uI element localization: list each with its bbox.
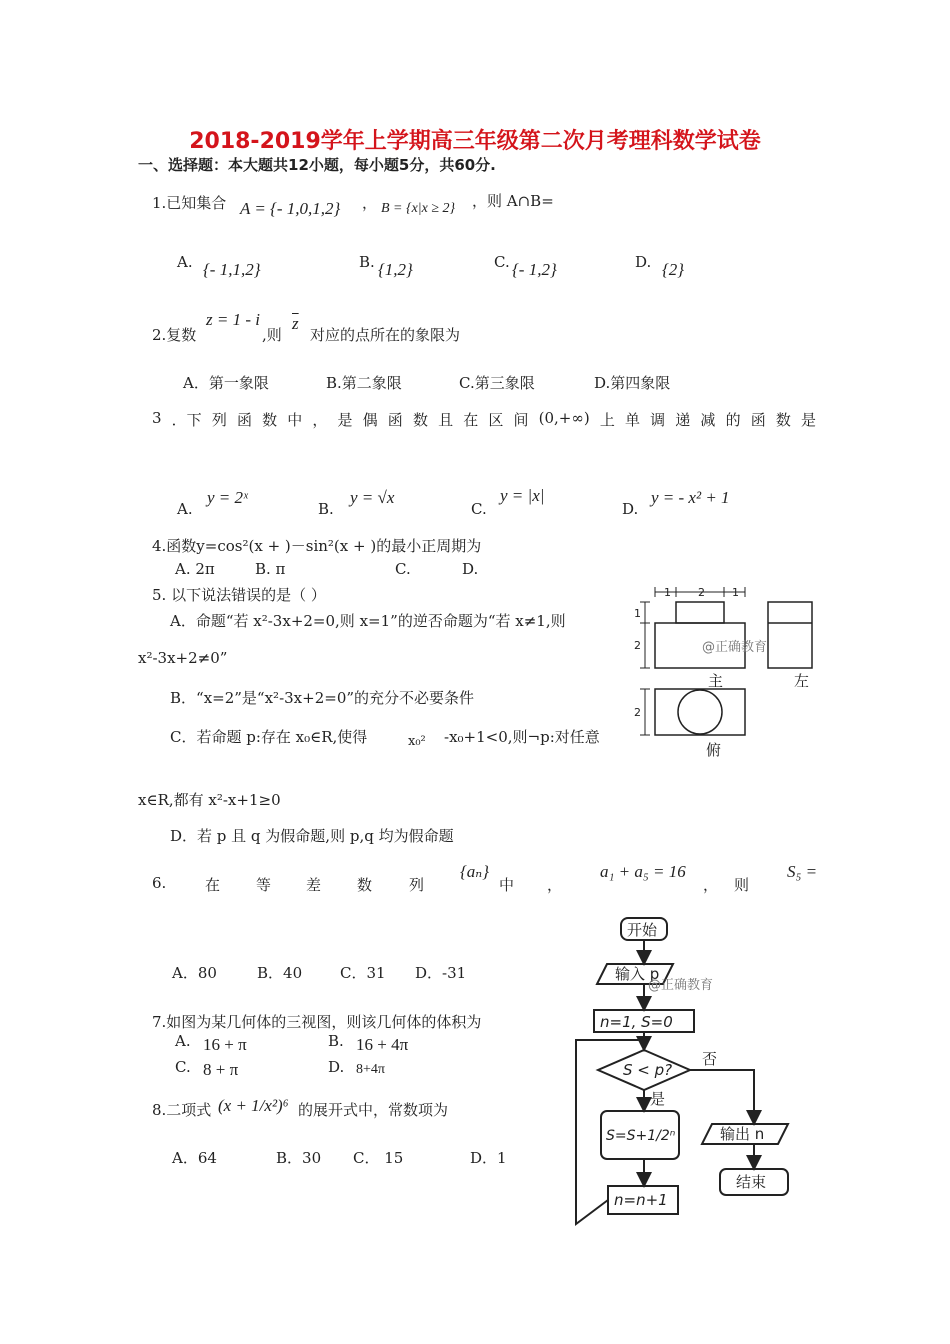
q6-part: 数 (357, 876, 373, 894)
q5-option-a-line2: x²-3x+2≠0” (138, 649, 228, 667)
q6-part: 差 (306, 876, 322, 894)
q8-option-b: B．30 (276, 1149, 322, 1167)
q7-option-c-value: 8 + π (203, 1060, 239, 1079)
q1-option-c-value: {- 1,2} (512, 260, 557, 279)
q5-option-c-line2: x∈R,都有 x²-x+1≥0 (138, 791, 281, 809)
dim-label: 1 (634, 607, 641, 620)
q8-option-d: D．1 (470, 1149, 507, 1167)
q5-option-c-line1b: -x₀+1<0,则¬p:对任意 (444, 728, 600, 746)
q2-option-b: B.第二象限 (326, 374, 402, 392)
q1-tail: ，则 A∩B= (472, 192, 554, 210)
q4-option-d: D. (462, 560, 479, 578)
q6-option-c: C．31 (340, 964, 386, 982)
q3-option-d-label: D. (622, 500, 639, 518)
q7-stem: 7.如图为某几何体的三视图，则该几何体的体积为 (152, 1013, 482, 1031)
dim-label: 2 (698, 586, 705, 599)
front-view-label: 主 (708, 672, 724, 690)
q1-option-b-value: {1,2} (378, 260, 413, 279)
q6-part: 6. (152, 874, 167, 892)
q3-option-c-label: C. (471, 500, 487, 518)
q4-option-a: A. 2π (175, 560, 215, 578)
dim-label: 2 (634, 706, 641, 719)
top-view-label: 俯 (706, 741, 722, 759)
dim-label: 1 (664, 586, 671, 599)
q6-part: 中 (499, 876, 515, 894)
q6-part: 列 (409, 876, 425, 894)
q1-stem: 1.已知集合 (152, 194, 227, 212)
q4-stem: 4.函数y=cos²(x + )－sin²(x + )的最小正周期为 (152, 537, 482, 555)
q3-stem: 3 ．下 列 函 数 中 ， 是 偶 函 数 且 在 区 间 (0,+∞) 上 单 调 递 减 的 函 数 是 (152, 409, 816, 429)
q1-option-a-value: {- 1,1,2} (203, 260, 261, 279)
q5-option-d: D．若 p 且 q 为假命题,则 p,q 均为假命题 (170, 827, 454, 845)
flow-update-s: S=S+1/2ⁿ (606, 1128, 676, 1144)
q8-option-c: C． 15 (353, 1149, 404, 1167)
q1-option-c-label: C. (494, 253, 510, 271)
flow-input: 输入 p (615, 965, 660, 983)
q1-option-a-label: A. (177, 253, 193, 271)
q6-part: 则 (734, 876, 750, 894)
q7-option-c-label: C. (175, 1058, 191, 1076)
q5-stem: 5. 以下说法错误的是（ ） (152, 586, 326, 604)
q6-part: 等 (256, 876, 272, 894)
q2-option-d: D.第四象限 (594, 374, 671, 392)
flow-no: 否 (702, 1050, 718, 1068)
q3-option-b-label: B. (318, 500, 334, 518)
q5-option-a-line1: A．命题“若 x²-3x+2=0,则 x=1”的逆否命题为“若 x≠1,则 (170, 612, 566, 630)
q2-option-a: A．第一象限 (183, 374, 269, 392)
q6-cond: a₁ + a₅ = 16 (600, 862, 686, 881)
q7-option-b-label: B. (328, 1032, 344, 1050)
three-view-figure (628, 583, 823, 763)
q6-part: 在 (205, 876, 221, 894)
q6-part: ， (703, 876, 719, 894)
q6-option-a: A．80 (172, 964, 217, 982)
flow-output: 输出 n (720, 1125, 765, 1143)
q6-seq: {aₙ} (460, 862, 489, 881)
flow-cond: S < p? (623, 1061, 673, 1079)
q1-option-d-label: D. (635, 253, 652, 271)
q3-option-a-label: A. (177, 500, 193, 518)
q6-s5: S₅ = (787, 862, 818, 881)
q6-option-b: B．40 (257, 964, 303, 982)
q6-option-d: D．-31 (415, 964, 467, 982)
flowchart-figure (570, 912, 820, 1232)
q5-option-c-line1: C．若命题 p:存在 x₀∈R,使得 (170, 728, 368, 746)
q5-option-b: B．“x=2”是“x²-3x+2=0”的充分不必要条件 (170, 689, 475, 707)
q4-option-b: B. π (255, 560, 286, 578)
q1-option-b-label: B. (359, 253, 375, 271)
flow-init: n=1, S=0 (600, 1013, 673, 1031)
dim-label: 1 (732, 586, 739, 599)
q7-option-a-label: A. (175, 1032, 191, 1050)
flow-start: 开始 (627, 921, 658, 939)
q4-option-c: C. (395, 560, 411, 578)
q3-option-c-value: y = |x| (500, 486, 545, 505)
q6-part: ， (547, 876, 563, 894)
q2-zbar: $\overline{z}$ (292, 314, 299, 333)
flow-yes: 是 (650, 1090, 666, 1108)
q3-option-d-value: y = - x² + 1 (651, 488, 730, 507)
side-view-label: 左 (794, 672, 810, 690)
q7-option-a-value: 16 + π (203, 1035, 247, 1054)
q8-stem: 8.二项式 (152, 1101, 212, 1119)
flow-update-n: n=n+1 (614, 1191, 668, 1209)
q2-expr: z = 1 - i (206, 310, 260, 329)
flow-end: 结束 (736, 1173, 767, 1191)
q7-option-d-value: 8+4π (356, 1062, 385, 1077)
q2-stem: 2.复数 (152, 326, 197, 344)
q3-option-b-value: y = √x (350, 488, 395, 507)
q7-option-d-label: D. (328, 1058, 345, 1076)
watermark-text: @正确教育 (702, 640, 768, 655)
q5-option-c-x0sq: x₀² (408, 734, 426, 749)
watermark-text: @正确教育 (648, 978, 714, 993)
q3-option-a-value: y = 2ˣ (207, 488, 248, 507)
q1-option-d-value: {2} (662, 260, 685, 279)
q8-tail: 的展开式中，常数项为 (298, 1101, 449, 1119)
section-heading: 一、选择题：本大题共12小题，每小题5分，共60分. (138, 156, 496, 174)
q2-mid: ,则 (262, 326, 282, 344)
q8-option-a: A．64 (172, 1149, 217, 1167)
page-title: 2018-2019学年上学期高三年级第二次月考理科数学试卷 (189, 129, 761, 154)
q7-option-b-value: 16 + 4π (356, 1035, 409, 1054)
q1-set-b: B = {x|x ≥ 2} (381, 201, 456, 216)
q2-option-c: C.第三象限 (459, 374, 535, 392)
dim-label: 2 (634, 639, 641, 652)
q1-set-a: A = {- 1,0,1,2} (240, 199, 341, 218)
q2-tail: 对应的点所在的象限为 (310, 326, 461, 344)
q8-expr: (x + 1/x²)⁶ (218, 1096, 289, 1115)
q1-sep: ， (362, 194, 378, 212)
